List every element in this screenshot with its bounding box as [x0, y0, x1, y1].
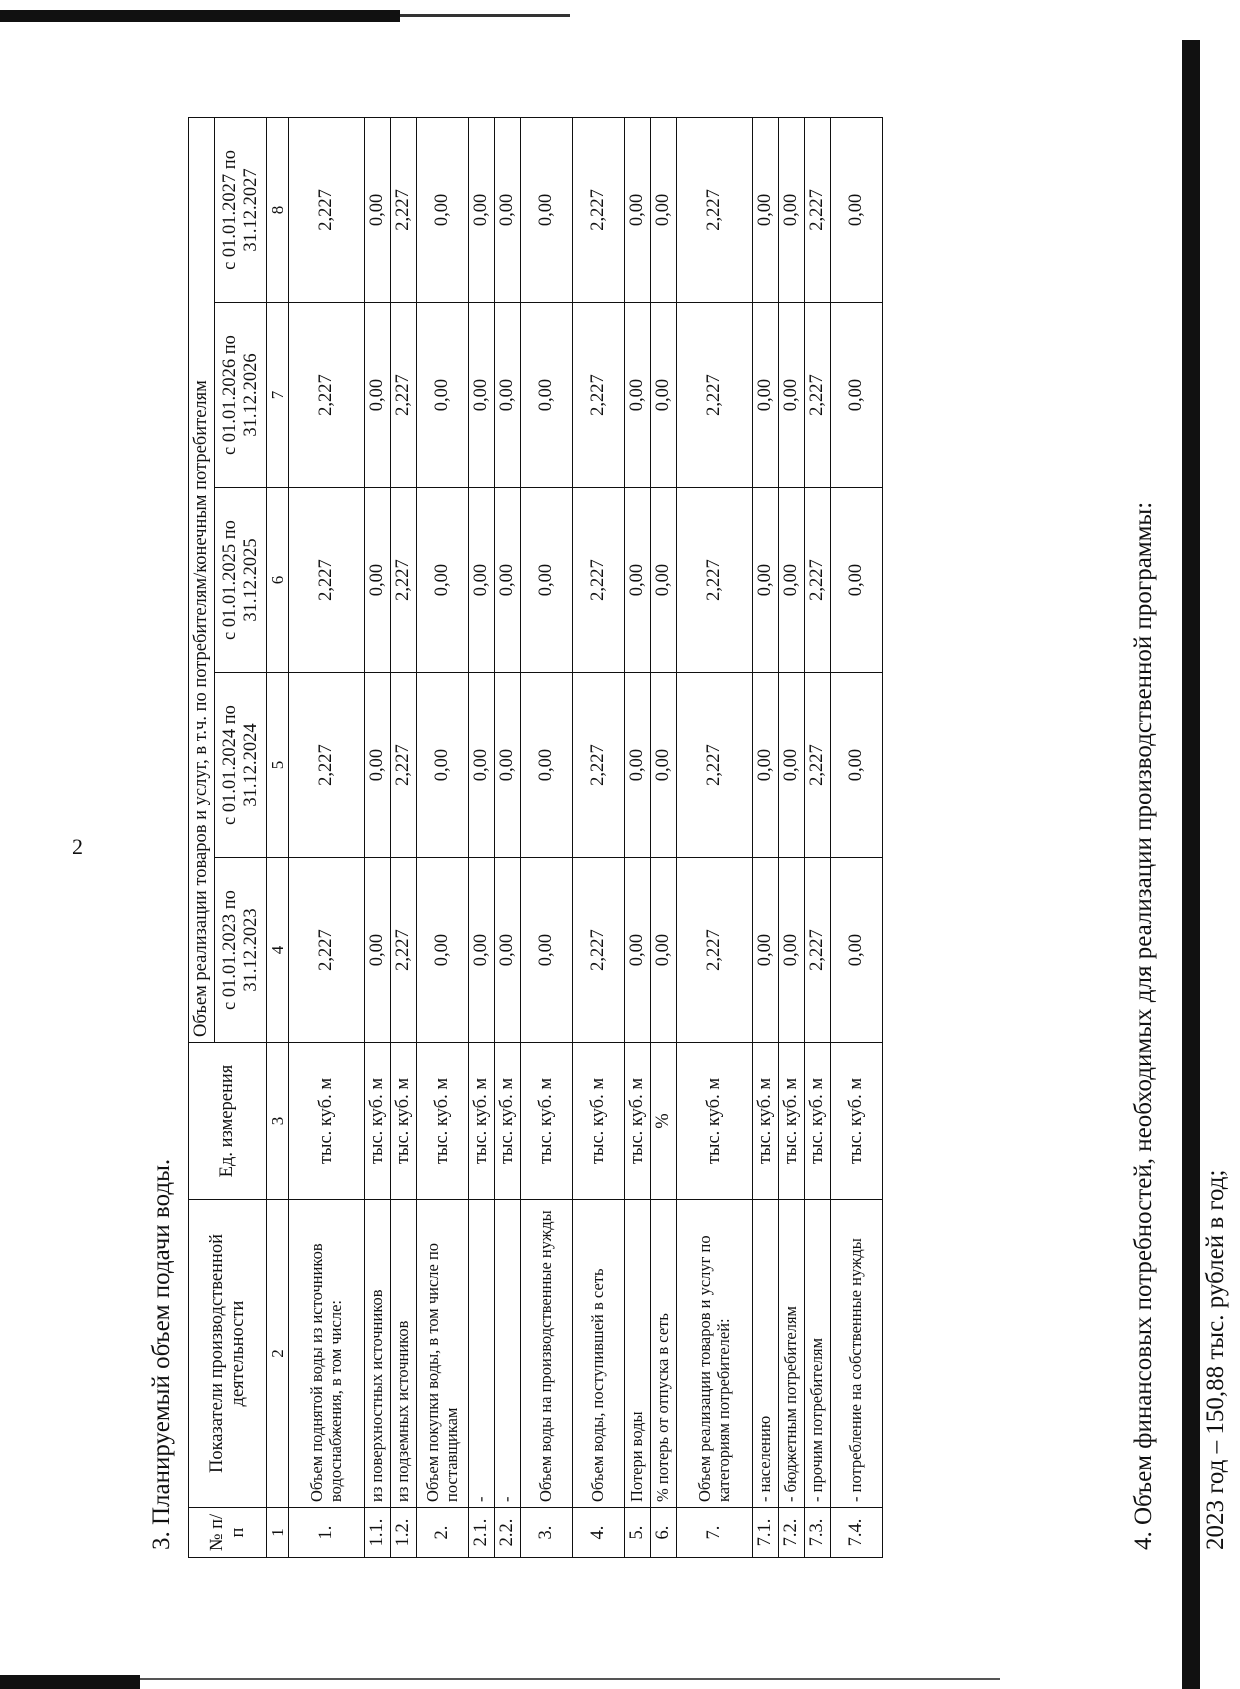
row-value: 0,00 — [417, 117, 469, 302]
row-unit: тыс. куб. м — [831, 1043, 883, 1200]
row-number: 5. — [625, 1508, 651, 1558]
column-number-cell: 6 — [267, 488, 289, 673]
row-indicator-name: Объем воды, поступившей в сеть — [573, 1200, 625, 1508]
row-number: 2.2. — [495, 1508, 521, 1558]
row-value: 0,00 — [753, 673, 779, 858]
financial-year-line: 2023 год – 150,88 тыс. рублей в год; — [1202, 1169, 1229, 1550]
row-value: 0,00 — [651, 673, 677, 858]
row-indicator-name: Потери воды — [625, 1200, 651, 1508]
row-value: 0,00 — [469, 673, 495, 858]
row-value: 2,227 — [805, 303, 831, 488]
table-row — [805, 117, 831, 1557]
column-number-cell: 1 — [267, 1508, 289, 1558]
row-value: 0,00 — [521, 858, 573, 1043]
row-value: 2,227 — [391, 673, 417, 858]
row-value: 2,227 — [391, 858, 417, 1043]
row-value: 0,00 — [779, 303, 805, 488]
row-number: 2.1. — [469, 1508, 495, 1558]
table-row — [495, 117, 521, 1557]
row-number: 7.4. — [831, 1508, 883, 1558]
row-value: 0,00 — [831, 488, 883, 673]
column-number-cell: 5 — [267, 673, 289, 858]
row-value: 0,00 — [779, 858, 805, 1043]
row-indicator-name: % потерь от отпуска в сеть — [651, 1200, 677, 1508]
row-unit: тыс. куб. м — [573, 1043, 625, 1200]
row-value: 0,00 — [521, 488, 573, 673]
row-number: 7.2. — [779, 1508, 805, 1558]
table-row — [651, 117, 677, 1557]
table-row — [289, 117, 365, 1557]
rotated-page-content — [140, 10, 1240, 1570]
row-value: 2,227 — [391, 488, 417, 673]
row-unit: тыс. куб. м — [391, 1043, 417, 1200]
table-row — [831, 117, 883, 1557]
row-value: 0,00 — [495, 117, 521, 302]
row-value: 0,00 — [753, 488, 779, 673]
row-value: 0,00 — [625, 673, 651, 858]
header-period-2025: с 01.01.2025 по 31.12.2025 — [215, 488, 267, 673]
table-row — [521, 117, 573, 1557]
row-indicator-name: из подземных источников — [391, 1200, 417, 1508]
header-period-2024: с 01.01.2024 по 31.12.2024 — [215, 673, 267, 858]
row-value: 2,227 — [677, 488, 753, 673]
table-row — [677, 117, 753, 1557]
header-period-2027: с 01.01.2027 по 31.12.2027 — [215, 117, 267, 302]
row-value: 0,00 — [365, 488, 391, 673]
row-number: 1.1. — [365, 1508, 391, 1558]
table-row — [779, 117, 805, 1557]
row-indicator-name: - — [469, 1200, 495, 1508]
row-value: 2,227 — [677, 303, 753, 488]
section-4-title: 4. Объем финансовых потребностей, необходимых для реализации производственной программы: — [1130, 501, 1157, 1550]
header-num: № п/п — [189, 1508, 267, 1558]
row-value: 0,00 — [417, 303, 469, 488]
table-row — [573, 117, 625, 1557]
row-value: 0,00 — [417, 673, 469, 858]
row-value: 0,00 — [365, 858, 391, 1043]
column-number-cell: 2 — [267, 1200, 289, 1508]
row-value: 2,227 — [677, 673, 753, 858]
row-value: 2,227 — [805, 117, 831, 302]
row-value: 0,00 — [495, 303, 521, 488]
row-value: 0,00 — [651, 858, 677, 1043]
row-unit: тыс. куб. м — [417, 1043, 469, 1200]
row-value: 0,00 — [779, 488, 805, 673]
row-value: 0,00 — [625, 303, 651, 488]
row-value: 2,227 — [805, 673, 831, 858]
table-row — [417, 117, 469, 1557]
row-value: 2,227 — [573, 117, 625, 302]
row-value: 0,00 — [831, 303, 883, 488]
row-indicator-name: из поверхностных источников — [365, 1200, 391, 1508]
table-row — [625, 117, 651, 1557]
row-value: 0,00 — [495, 673, 521, 858]
row-number: 1. — [289, 1508, 365, 1558]
row-number: 4. — [573, 1508, 625, 1558]
row-value: 0,00 — [831, 117, 883, 302]
row-indicator-name: - населению — [753, 1200, 779, 1508]
row-value: 0,00 — [521, 303, 573, 488]
row-unit: тыс. куб. м — [677, 1043, 753, 1200]
row-value: 0,00 — [495, 858, 521, 1043]
row-value: 2,227 — [573, 673, 625, 858]
row-number: 7. — [677, 1508, 753, 1558]
row-value: 2,227 — [289, 673, 365, 858]
row-indicator-name: - — [495, 1200, 521, 1508]
header-indicator: Показатели производственной деятельности — [189, 1200, 267, 1508]
row-value: 0,00 — [753, 858, 779, 1043]
row-value: 0,00 — [521, 117, 573, 302]
row-number: 2. — [417, 1508, 469, 1558]
row-value: 0,00 — [365, 303, 391, 488]
row-value: 0,00 — [625, 488, 651, 673]
row-indicator-name: - потребление на собственные нужды — [831, 1200, 883, 1508]
scan-artifact-bottom — [0, 1675, 140, 1689]
row-value: 2,227 — [805, 858, 831, 1043]
row-value: 2,227 — [289, 488, 365, 673]
table-body — [267, 117, 883, 1557]
table-row — [365, 117, 391, 1557]
row-number: 7.1. — [753, 1508, 779, 1558]
column-number-cell: 8 — [267, 117, 289, 302]
row-value: 0,00 — [521, 673, 573, 858]
row-number: 7.3. — [805, 1508, 831, 1558]
row-number: 6. — [651, 1508, 677, 1558]
row-indicator-name: Объем покупки воды, в том числе по поставщикам — [417, 1200, 469, 1508]
row-value: 0,00 — [495, 488, 521, 673]
row-value: 0,00 — [651, 488, 677, 673]
header-unit: Ед. измерения — [189, 1043, 267, 1200]
row-indicator-name: - прочим потребителям — [805, 1200, 831, 1508]
row-unit: тыс. куб. м — [495, 1043, 521, 1200]
row-indicator-name: - бюджетным потребителям — [779, 1200, 805, 1508]
row-value: 0,00 — [469, 303, 495, 488]
table-row — [391, 117, 417, 1557]
row-unit: тыс. куб. м — [365, 1043, 391, 1200]
row-unit: тыс. куб. м — [805, 1043, 831, 1200]
row-unit: тыс. куб. м — [289, 1043, 365, 1200]
scan-artifact-bottom-line — [140, 1678, 1000, 1680]
row-unit: тыс. куб. м — [779, 1043, 805, 1200]
row-value: 2,227 — [805, 488, 831, 673]
row-value: 0,00 — [651, 117, 677, 302]
header-period-2026: с 01.01.2026 по 31.12.2026 — [215, 303, 267, 488]
column-number-row — [267, 117, 289, 1557]
row-value: 0,00 — [365, 673, 391, 858]
row-value: 0,00 — [753, 303, 779, 488]
row-value: 2,227 — [573, 858, 625, 1043]
row-value: 0,00 — [417, 858, 469, 1043]
header-group: Объем реализации товаров и услуг, в т.ч. по потребителям/конечным потребителям — [189, 117, 215, 1042]
row-unit: тыс. куб. м — [521, 1043, 573, 1200]
row-unit: тыс. куб. м — [753, 1043, 779, 1200]
table-row — [753, 117, 779, 1557]
row-value: 0,00 — [651, 303, 677, 488]
row-value: 0,00 — [469, 117, 495, 302]
row-value: 0,00 — [417, 488, 469, 673]
row-value: 0,00 — [625, 117, 651, 302]
row-indicator-name: Объем реализации товаров и услуг по категориям потребителей: — [677, 1200, 753, 1508]
row-indicator-name: Объем поднятой воды из источников водоснабжения, в том числе: — [289, 1200, 365, 1508]
row-unit: тыс. куб. м — [625, 1043, 651, 1200]
row-value: 2,227 — [289, 117, 365, 302]
row-value: 2,227 — [391, 117, 417, 302]
row-value: 0,00 — [831, 673, 883, 858]
row-value: 0,00 — [779, 117, 805, 302]
row-value: 2,227 — [677, 858, 753, 1043]
row-unit: тыс. куб. м — [469, 1043, 495, 1200]
row-value: 2,227 — [677, 117, 753, 302]
row-number: 3. — [521, 1508, 573, 1558]
row-value: 0,00 — [625, 858, 651, 1043]
row-value: 0,00 — [469, 488, 495, 673]
row-value: 0,00 — [365, 117, 391, 302]
row-value: 2,227 — [573, 488, 625, 673]
row-value: 0,00 — [469, 858, 495, 1043]
row-indicator-name: Объем воды на производственные нужды — [521, 1200, 573, 1508]
row-value: 2,227 — [289, 858, 365, 1043]
column-number-cell: 4 — [267, 858, 289, 1043]
row-number: 1.2. — [391, 1508, 417, 1558]
column-number-cell: 7 — [267, 303, 289, 488]
section-3-title: 3. Планируемый объем подачи воды. — [148, 1158, 175, 1550]
row-value: 0,00 — [753, 117, 779, 302]
column-number-cell: 3 — [267, 1043, 289, 1200]
table-row — [469, 117, 495, 1557]
row-value: 0,00 — [779, 673, 805, 858]
row-value: 2,227 — [289, 303, 365, 488]
row-value: 0,00 — [831, 858, 883, 1043]
page-number: 2 — [72, 834, 83, 859]
row-value: 2,227 — [391, 303, 417, 488]
water-supply-table — [188, 117, 883, 1558]
header-period-2023: с 01.01.2023 по 31.12.2023 — [215, 858, 267, 1043]
row-value: 2,227 — [573, 303, 625, 488]
row-unit: % — [651, 1043, 677, 1200]
